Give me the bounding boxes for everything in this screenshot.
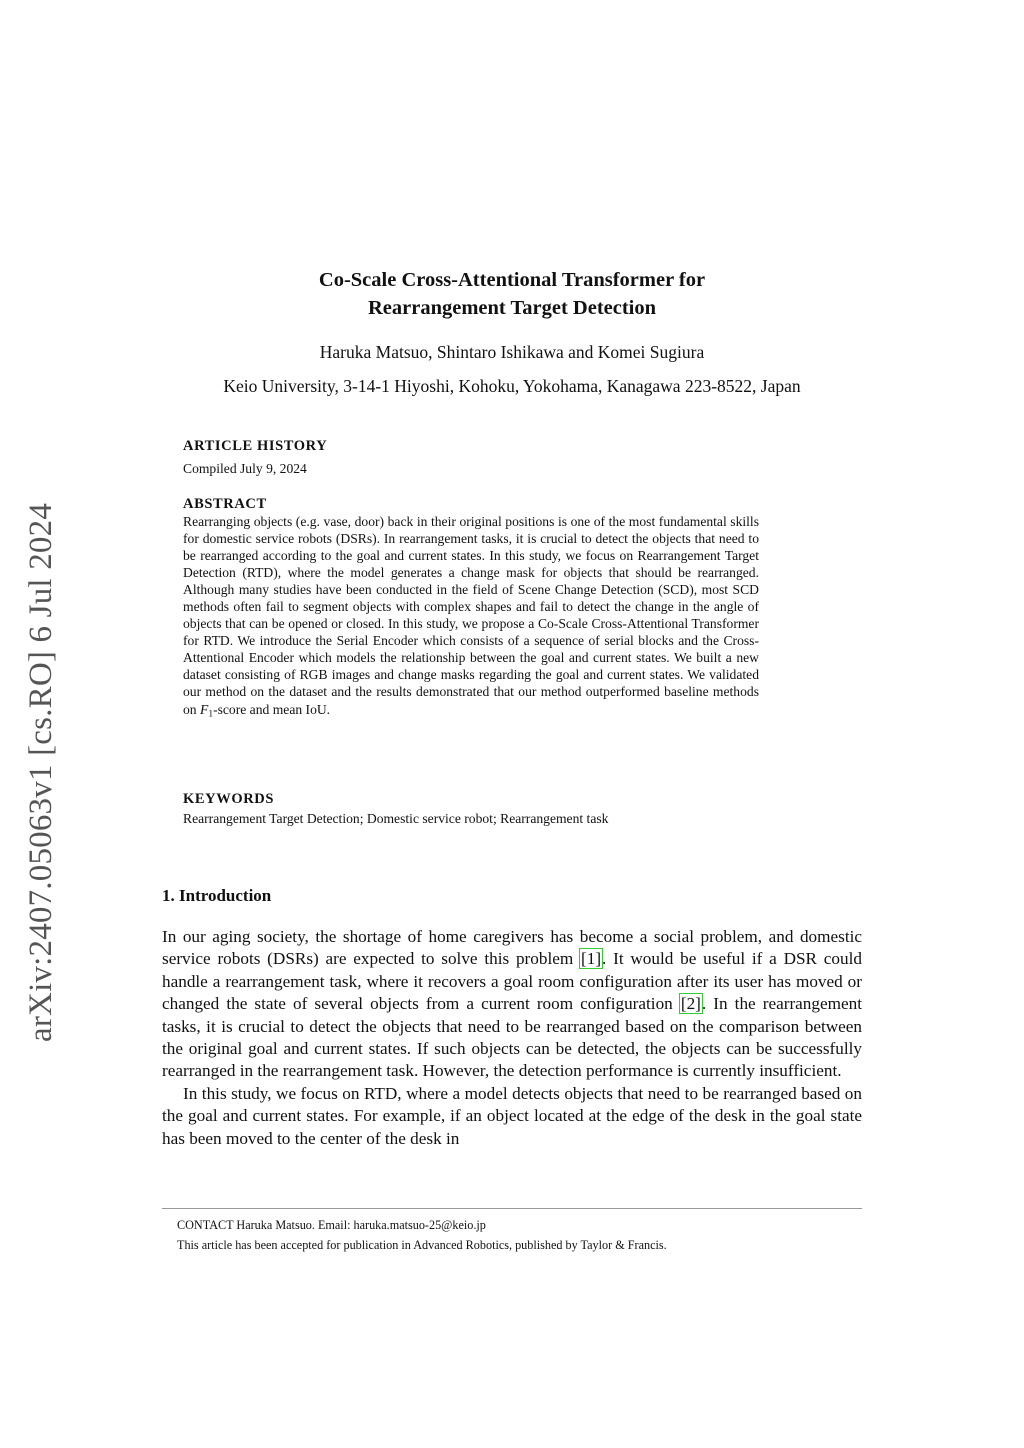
footnote-divider [162, 1208, 862, 1209]
abstract-body-main: Rearranging objects (e.g. vase, door) back in their original positions is one of the most fundamental skills for domestic service robots (DSRs). In rearrangement tasks, it is crucial to detect the objects that need to be rearranged according to the goal and current states. In this study, we focus on Rearrangement Target Detection (RTD), where the model generates a change mask for objects that should be rearranged. Although many studies have been conducted in the field of Scene Change Detection (SCD), most SCD methods often fail to segment objects with complex shapes and fail to detect the change in the angle of objects that can be opened or closed. In this study, we propose a Co-Scale Cross-Attentional Transformer for RTD. We introduce the Serial Encoder which consists of a sequence of serial blocks and the Cross-Attentional Encoder which models the relationship between the goal and current states. We built a new dataset consisting of RGB images and change masks regarding the goal and current states. We validated our method on the dataset and the results demonstrated that our method outperformed baseline methods on [183, 514, 759, 717]
keywords-heading: KEYWORDS [183, 791, 275, 807]
arxiv-identifier: arXiv:2407.05063v1 [cs.RO] 6 Jul 2024 [23, 502, 59, 1042]
affiliation: Keio University, 3-14-1 Hiyoshi, Kohoku, Yokohama, Kanagawa 223-8522, Japan [223, 376, 801, 396]
abstract-text [183, 513, 759, 723]
intro-paragraph-1 [162, 926, 862, 1083]
paper-title [150, 266, 874, 322]
contact-footnote: CONTACT Haruka Matsuo. Email: haruka.matsuo-25@keio.jp [177, 1218, 486, 1232]
abstract-body-end: -score and mean IoU. [213, 701, 331, 717]
f1-subscript: 1 [208, 708, 214, 719]
keywords-text: Rearrangement Target Detection; Domestic service robot; Rearrangement task [183, 811, 609, 826]
citation-link-2[interactable]: [2] [680, 994, 701, 1014]
article-history-heading: ARTICLE HISTORY [183, 438, 328, 454]
compiled-date: Compiled July 9, 2024 [183, 461, 307, 476]
title-line-2: Rearrangement Target Detection [367, 297, 657, 319]
f1-symbol: F [200, 701, 209, 717]
abstract-heading: ABSTRACT [183, 496, 267, 512]
intro-p1-part-c: . In the rearrangement tasks, it is crucial to detect the objects that need to be rearranged based on the comparison between the original goal and current states. If such objects can be detected, the objects can be successfully rearranged in the rearrangement task. However, the detection performance is currently insufficient. [162, 994, 862, 1081]
intro-paragraph-2: In this study, we focus on RTD, where a model detects objects that need to be rearranged based on the goal and current states. For example, if an object located at the edge of the desk in the goal state has been moved to the center of the desk in [162, 1083, 862, 1148]
introduction-heading: 1. Introduction [162, 886, 272, 905]
title-line-1: Co-Scale Cross-Attentional Transformer for [318, 269, 706, 291]
introduction-body [162, 926, 862, 1150]
citation-link-1[interactable]: [1] [581, 949, 602, 969]
intro-p1-part-b: . It would be useful if a DSR could handle a rearrangement task, where it recovers a goal room configuration after its user has moved or changed the state of several objects from a current room configuration [162, 949, 862, 1014]
intro-p1-part-a: In our aging society, the shortage of home caregivers has become a social problem, and domestic service robots (DSRs) are expected to solve this problem [162, 927, 862, 969]
publication-footnote: This article has been accepted for publication in Advanced Robotics, published by Taylor & Francis. [177, 1238, 667, 1252]
author-list: Haruka Matsuo, Shintaro Ishikawa and Komei Sugiura [319, 342, 705, 362]
